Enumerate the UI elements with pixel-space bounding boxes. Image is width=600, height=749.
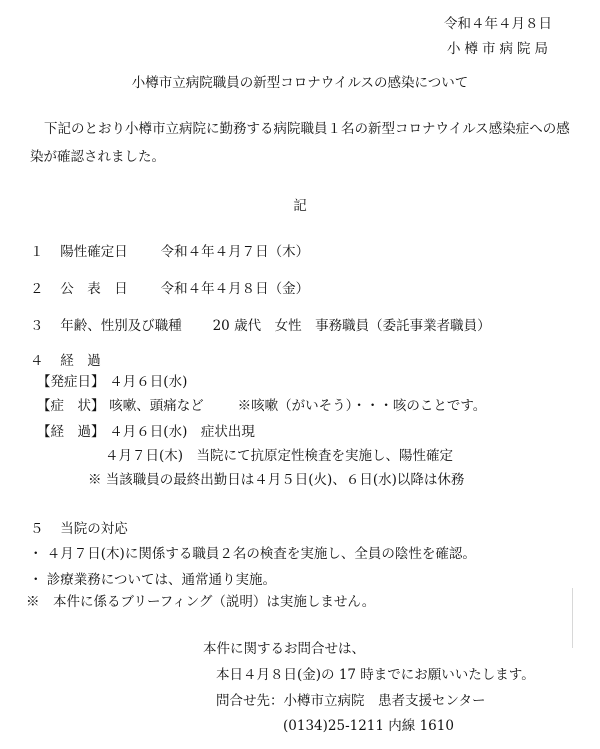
item-number: １ xyxy=(30,244,44,260)
onset-value: ４月６日(水) xyxy=(109,374,188,390)
item-value: 20 歳代 女性 事務職員（委託事業者職員） xyxy=(212,318,491,334)
symptom-label: 【症 状】 xyxy=(37,398,105,414)
item-number: ３ xyxy=(30,318,44,334)
scan-edge-line xyxy=(572,588,573,648)
intro-line-1: 下記のとおり小樽市立病院に勤務する病院職員１名の新型コロナウイルス感染症への感 xyxy=(44,121,570,137)
section-title: 当院の対応 xyxy=(60,521,128,537)
contact-phone: (0134)25-1211 内線 1610 xyxy=(283,718,454,734)
course-note: ※ 当該職員の最終出勤日は４月５日(火)、６日(水)以降は休務 xyxy=(88,472,465,488)
course-row-1 xyxy=(37,424,255,440)
item-label: 陽性確定日 xyxy=(60,244,128,260)
item-value: 令和４年４月７日（木） xyxy=(160,244,310,260)
document-title: 小樽市立病院職員の新型コロナウイルスの感染について xyxy=(131,75,469,91)
section-number: ４ xyxy=(30,353,44,369)
document-date: 令和４年４月８日 xyxy=(444,16,552,32)
symptom-note: ※咳嗽（がいそう）・・・咳のことです。 xyxy=(237,398,487,414)
response-bullet-2: ・ 診療業務については、通常通り実施。 xyxy=(29,572,277,588)
briefing-note: ※ 本件に係るブリーフィング（説明）は実施しません。 xyxy=(26,594,376,610)
issuer-name: 小樽市病院局 xyxy=(447,41,552,57)
item-number: ２ xyxy=(30,281,44,297)
symptom-value: 咳嗽、頭痛など xyxy=(109,398,204,414)
item-value: 令和４年４月８日（金） xyxy=(160,281,310,297)
onset-row xyxy=(37,374,187,390)
item-announce-date xyxy=(30,281,309,297)
item-label: 年齢、性別及び職種 xyxy=(60,318,182,334)
symptom-row xyxy=(37,398,486,414)
course-entry-2: ４月７日(木) 当院にて抗原定性検査を実施し、陽性確定 xyxy=(105,448,454,464)
item-positive-date xyxy=(30,244,309,260)
item-label: 公 表 日 xyxy=(60,281,128,297)
ki-heading: 記 xyxy=(293,198,307,214)
response-bullet-1: ・ ４月７日(木)に関係する職員２名の検査を実施し、全員の陰性を確認。 xyxy=(29,546,476,562)
section-number: ５ xyxy=(30,521,44,537)
section-title: 経 過 xyxy=(60,353,101,369)
progress-heading xyxy=(30,353,101,369)
course-entry-1: ４月６日(水) 症状出現 xyxy=(109,424,255,440)
course-label: 【経 過】 xyxy=(37,424,105,440)
contact-deadline: 本日４月８日(金)の 17 時までにお願いいたします。 xyxy=(216,667,535,683)
onset-label: 【発症日】 xyxy=(37,374,105,390)
intro-line-2: 染が確認されました。 xyxy=(30,149,165,165)
contact-department: 問合せ先：小樽市立病院 患者支援センター xyxy=(216,693,486,709)
item-profile xyxy=(30,318,491,334)
contact-intro: 本件に関するお問合せは、 xyxy=(203,641,365,657)
response-heading xyxy=(30,521,128,537)
